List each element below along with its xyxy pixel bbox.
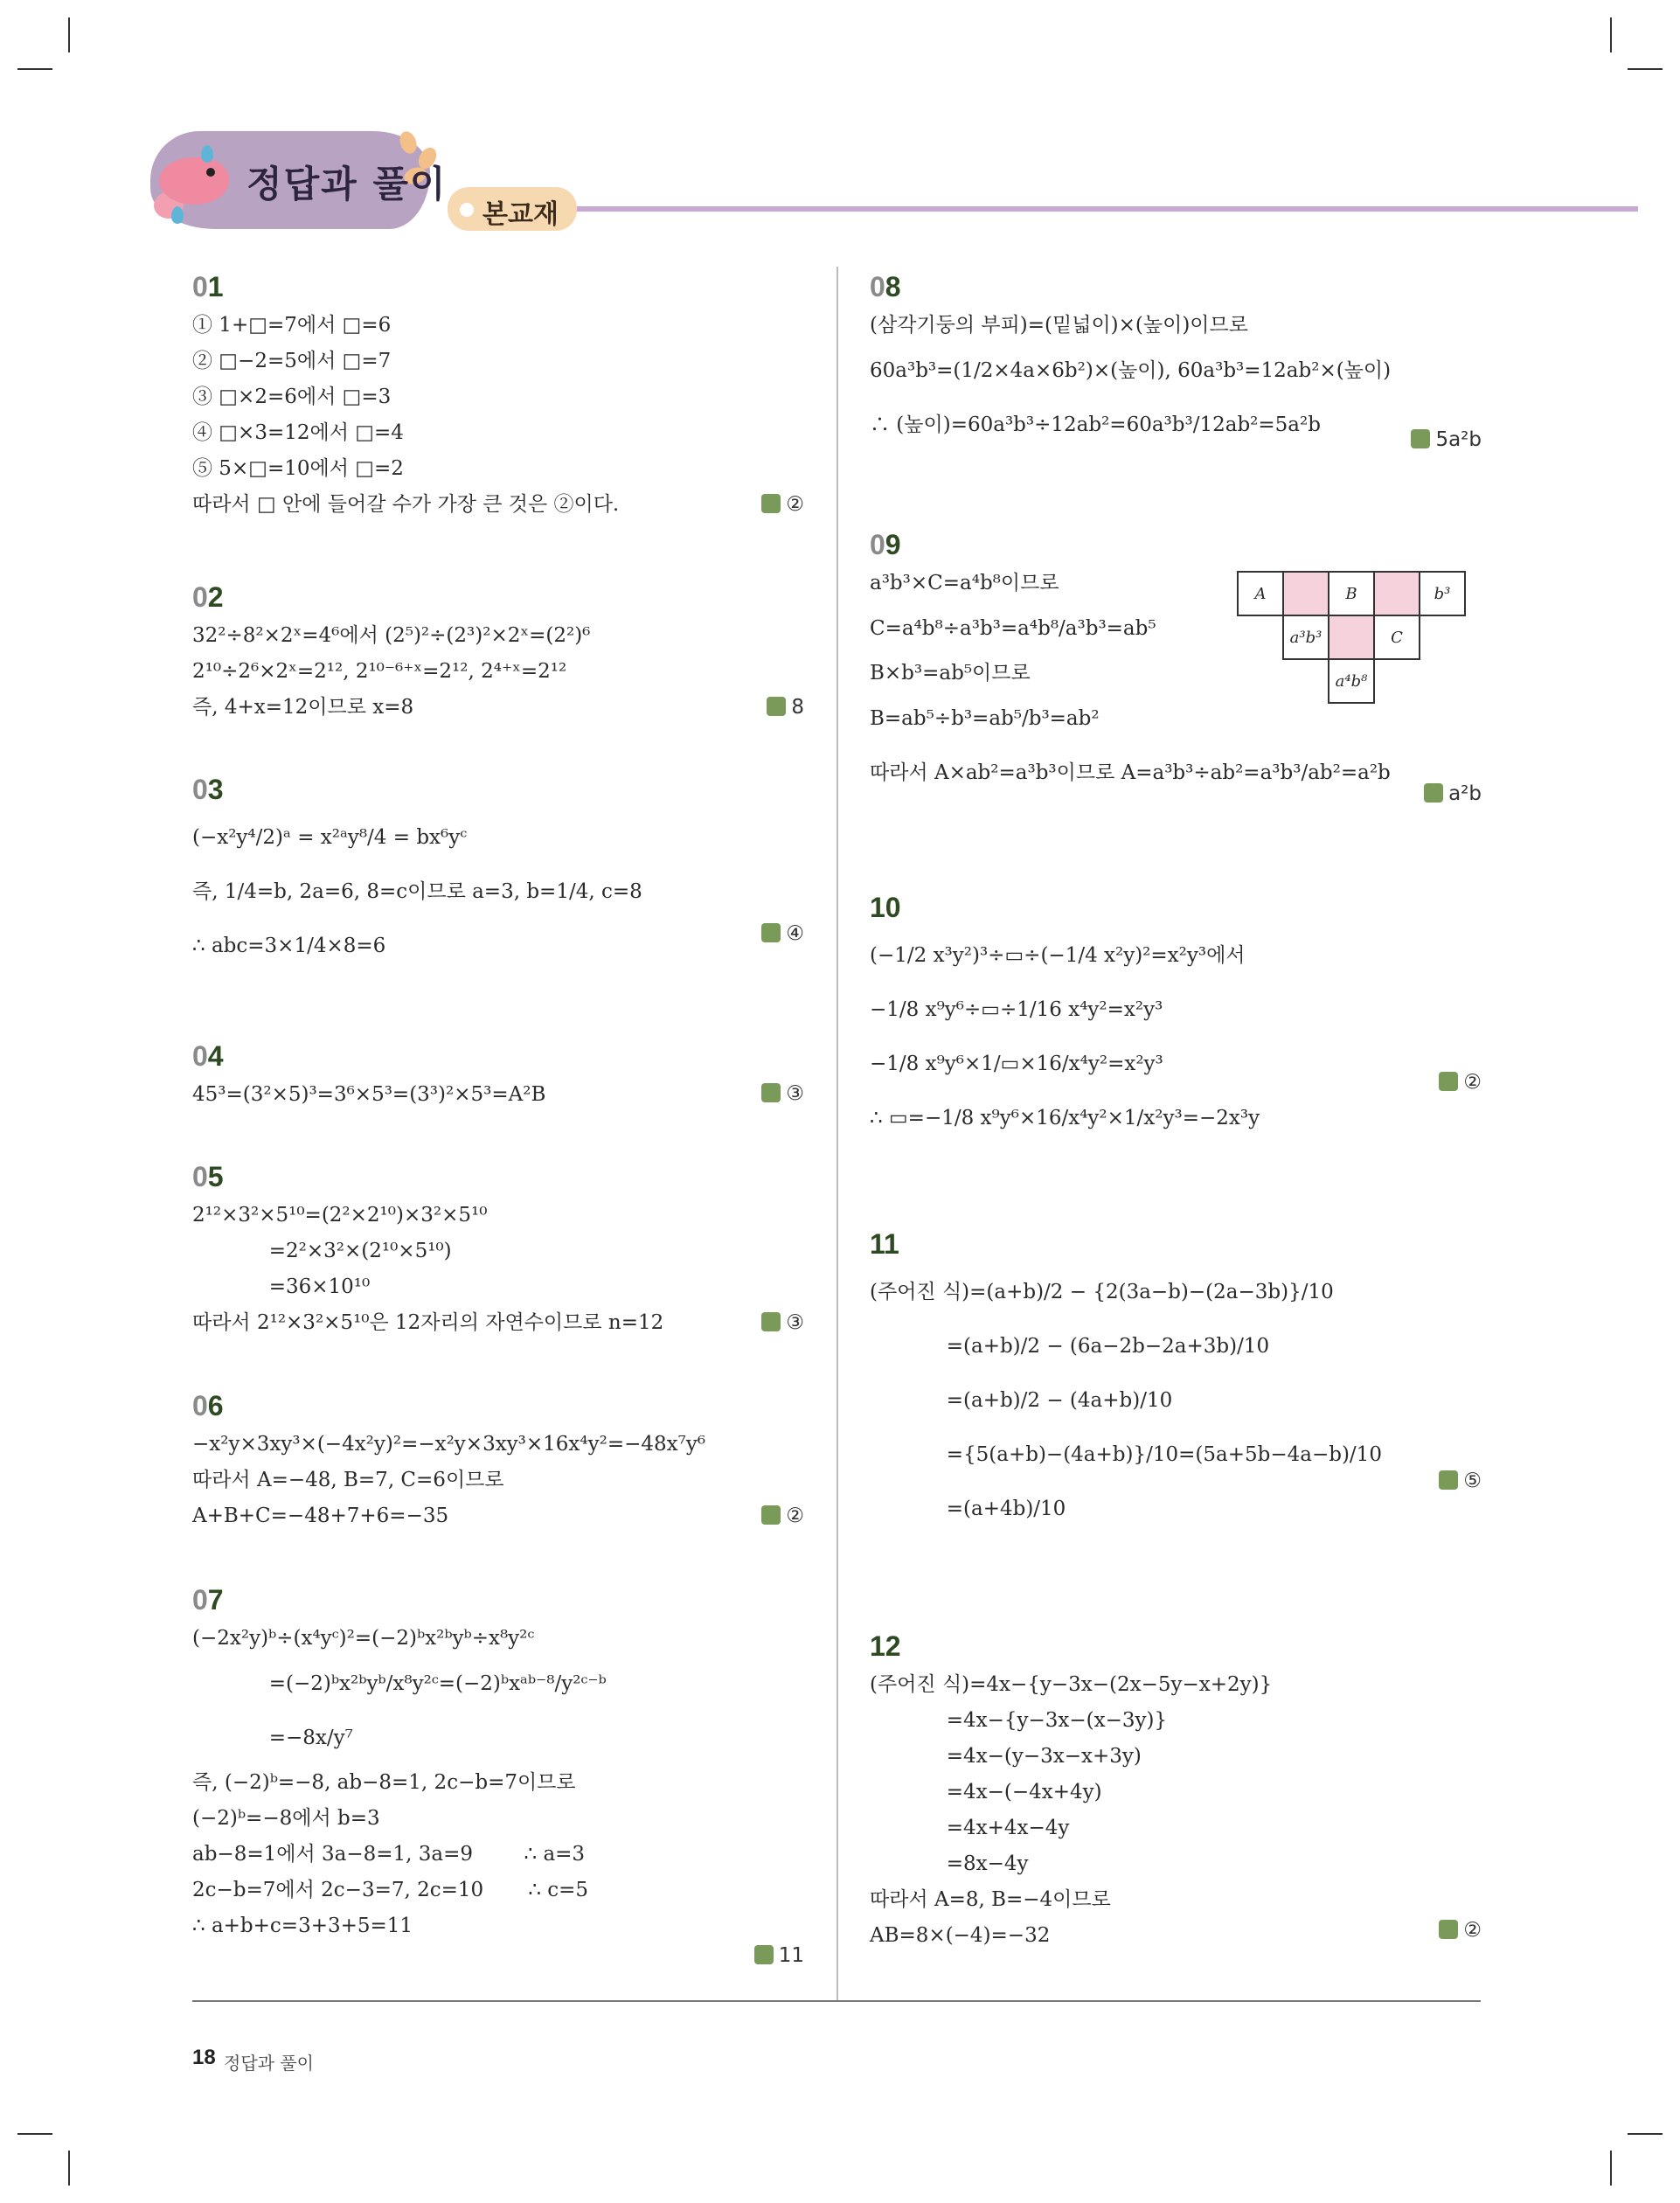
answer-badge: 11 [754, 1944, 804, 1967]
problem-number: 05 [192, 1161, 224, 1192]
solution-line: ab−8=1에서 3a−8=1, 3a=9 ∴ a=3 [192, 1843, 586, 1866]
answer-badge: ② [1439, 1919, 1482, 1942]
problem-number: 08 [870, 271, 901, 302]
tab-bullet-icon [460, 203, 474, 217]
answer-icon [1424, 783, 1443, 803]
problem-number: 09 [870, 529, 901, 560]
solution-line: =(a+b)/2 − (6a−2b−2a+3b)/10 [870, 1335, 1270, 1358]
problem-number: 11 [870, 1228, 899, 1260]
solution-line: a³b³×C=a⁴b⁸이므로 [870, 572, 1059, 594]
problem-number: 04 [192, 1040, 224, 1072]
solution-line: =4x+4x−4y [870, 1817, 1070, 1839]
crop-mark [1610, 2151, 1612, 2186]
solution-line: 따라서 A×ab²=a³b³이므로 A=a³b³÷ab²=a³b³/ab²=a²b [870, 761, 1391, 784]
answer-icon [754, 1945, 774, 1964]
crop-mark [68, 2151, 70, 2186]
solution-line: =(−2)ᵇx²ᵇyᵇ/x⁸y²ᶜ=(−2)ᵇxᵃᵇ⁻⁸/y²ᶜ⁻ᵇ [192, 1672, 607, 1695]
problem-number: 06 [192, 1390, 224, 1421]
solution-line: 즉, (−2)ᵇ=−8, ab−8=1, 2c−b=7이므로 [192, 1771, 576, 1794]
solution-line: (−x²y⁴/2)ᵃ = x²ᵃy⁸/4 = bx⁶yᶜ [192, 826, 468, 849]
answer-badge: ⑤ [1439, 1470, 1482, 1492]
problem-10 [870, 892, 1482, 1145]
answer-badge: ② [761, 493, 804, 516]
header-rule [559, 206, 1638, 212]
crop-mark [1628, 2133, 1663, 2135]
solution-line: B=ab⁵÷b³=ab⁵/b³=ab² [870, 707, 1100, 730]
grid-cell: b³ [1419, 571, 1466, 616]
grid-cell: C [1373, 615, 1420, 660]
problem-07 [192, 1584, 804, 1967]
problem-09 [870, 529, 1482, 805]
solution-line: 2¹²×3²×5¹⁰=(2²×2¹⁰)×3²×5¹⁰ [192, 1204, 488, 1227]
problem-number: 03 [192, 774, 224, 805]
answer-icon [767, 697, 786, 716]
problem-02 [192, 581, 804, 726]
solution-line: ② □−2=5에서 □=7 [192, 350, 392, 372]
water-drop-icon [171, 206, 184, 224]
solution-line: =−8x/y⁷ [192, 1727, 353, 1749]
grid-cell: a³b³ [1282, 615, 1329, 660]
solution-line: =4x−(y−3x−x+3y) [870, 1745, 1142, 1768]
solution-line: C=a⁴b⁸÷a³b³=a⁴b⁸/a³b³=ab⁵ [870, 617, 1156, 640]
answer-icon [1439, 1470, 1458, 1490]
solution-line: ① 1+□=7에서 □=6 [192, 314, 392, 337]
solution-line: 따라서 □ 안에 들어갈 수가 가장 큰 것은 ②이다. [192, 493, 620, 516]
problem-06 [192, 1390, 804, 1534]
page-title: 정답과 풀이 [246, 163, 448, 205]
answer-icon [761, 923, 781, 942]
water-drop-icon [201, 145, 213, 163]
answer-badge: ② [761, 1505, 804, 1527]
solution-line: =2²×3²×(2¹⁰×5¹⁰) [192, 1240, 452, 1262]
solution-line: 45³=(3²×5)³=3⁶×5³=(3³)²×5³=A²B [192, 1083, 546, 1106]
solution-line: ④ □×3=12에서 □=4 [192, 421, 404, 444]
problem-01 [192, 271, 804, 523]
page-number: 18 [192, 2046, 216, 2069]
grid-cell [1328, 615, 1375, 660]
problem-number: 10 [870, 892, 901, 923]
solution-line: AB=8×(−4)=−32 [870, 1924, 1051, 1947]
solution-line: ⑤ 5×□=10에서 □=2 [192, 457, 404, 480]
solution-line: ∴ ▭=−1/8 x⁹y⁶×16/x⁴y²×1/x²y³=−2x³y [870, 1107, 1260, 1129]
answer-badge: ③ [761, 1311, 804, 1334]
solution-line: ③ □×2=6에서 □=3 [192, 386, 392, 408]
fish-mascot-eye [206, 168, 215, 177]
solution-line: =8x−4y [870, 1852, 1029, 1875]
answer-icon [1439, 1920, 1458, 1939]
solution-line: 즉, 1/4=b, 2a=6, 8=c이므로 a=3, b=1/4, c=8 [192, 880, 642, 903]
grid-cell: B [1328, 571, 1375, 616]
solution-line: 따라서 2¹²×3²×5¹⁰은 12자리의 자연수이므로 n=12 [192, 1311, 664, 1334]
problem-05 [192, 1161, 804, 1341]
footer-label: 정답과 풀이 [224, 2053, 314, 2074]
solution-line: (주어진 식)=(a+b)/2 − {2(3a−b)−(2a−3b)}/10 [870, 1281, 1334, 1303]
grid-cell: A [1237, 571, 1284, 616]
solution-line: ∴ abc=3×1/4×8=6 [192, 935, 386, 957]
problem-number: 02 [192, 581, 224, 613]
answer-badge: ③ [761, 1082, 804, 1105]
answer-icon [761, 494, 781, 513]
answer-badge: 8 [767, 696, 804, 719]
solution-line: =(a+4b)/10 [870, 1498, 1066, 1520]
problem-11 [870, 1228, 1482, 1536]
solution-line: 따라서 A=−48, B=7, C=6이므로 [192, 1469, 504, 1491]
solution-line: 즉, 4+x=12이므로 x=8 [192, 696, 414, 719]
solution-line: (주어진 식)=4x−{y−3x−(2x−5y−x+2y)} [870, 1673, 1273, 1696]
crop-mark [1628, 68, 1663, 70]
section-tab-label: 본교재 [482, 199, 559, 230]
problem-number: 12 [870, 1630, 901, 1662]
solution-line: 2¹⁰÷2⁶×2ˣ=2¹², 2¹⁰⁻⁶⁺ˣ=2¹², 2⁴⁺ˣ=2¹² [192, 660, 567, 683]
problem-number: 01 [192, 271, 224, 302]
answer-badge: 5a²b [1411, 428, 1482, 451]
problem-number: 07 [192, 1584, 224, 1616]
crop-mark [17, 2133, 52, 2135]
problem-03 [192, 774, 804, 973]
solution-line: 2c−b=7에서 2c−3=7, 2c=10 ∴ c=5 [192, 1879, 589, 1901]
grid-cell [1282, 571, 1329, 616]
problem-12 [870, 1630, 1482, 1954]
solution-line: −1/8 x⁹y⁶×1/▭×16/x⁴y²=x²y³ [870, 1053, 1163, 1075]
fish-mascot-icon [159, 157, 229, 205]
solution-line: (−2x²y)ᵇ÷(x⁴yᶜ)²=(−2)ᵇx²ᵇyᵇ÷x⁸y²ᶜ [192, 1627, 535, 1650]
solution-line: 32²÷8²×2ˣ=4⁶에서 (2⁵)²÷(2³)²×2ˣ=(2²)⁶ [192, 624, 591, 647]
answer-badge: a²b [1424, 782, 1482, 805]
solution-line: B×b³=ab⁵이므로 [870, 662, 1031, 685]
answer-badge: ② [1439, 1071, 1482, 1094]
answer-badge: ④ [761, 922, 804, 945]
grid-cell [1373, 571, 1420, 616]
solution-line: A+B+C=−48+7+6=−35 [192, 1505, 449, 1527]
solution-line: 60a³b³=(1/2×4a×6b²)×(높이), 60a³b³=12ab²×(높이) [870, 359, 1392, 382]
solution-line: =4x−{y−3x−(x−3y)} [870, 1709, 1168, 1732]
problem-04 [192, 1040, 804, 1113]
answer-icon [761, 1505, 781, 1525]
answer-icon [1411, 429, 1430, 448]
crop-mark [1610, 17, 1612, 52]
solution-line: =4x−(−4x+4y) [870, 1781, 1102, 1803]
solution-line: ∴ a+b+c=3+3+5=11 [192, 1915, 413, 1937]
solution-line: −1/8 x⁹y⁶÷▭÷1/16 x⁴y²=x²y³ [870, 998, 1163, 1021]
solution-line: (−2)ᵇ=−8에서 b=3 [192, 1807, 380, 1830]
answer-icon [1439, 1072, 1458, 1091]
solution-line: =36×10¹⁰ [192, 1275, 371, 1298]
column-divider [837, 267, 838, 2002]
solution-line: ={5(a+b)−(4a+b)}/10=(5a+5b−4a−b)/10 [870, 1443, 1382, 1466]
problem-08 [870, 271, 1482, 452]
crop-mark [17, 68, 52, 70]
solution-line: (−1/2 x³y²)³÷▭÷(−1/4 x²y)²=x²y³에서 [870, 944, 1246, 967]
solution-line: ∴ (높이)=60a³b³÷12ab²=60a³b³/12ab²=5a²b [870, 413, 1321, 436]
solution-line: =(a+b)/2 − (4a+b)/10 [870, 1389, 1173, 1412]
solution-line: (삼각기둥의 부피)=(밑넓이)×(높이)이므로 [870, 314, 1248, 337]
grid-cell: a⁴b⁸ [1328, 658, 1375, 704]
answer-icon [761, 1083, 781, 1102]
answer-icon [761, 1312, 781, 1331]
crop-mark [68, 17, 70, 52]
solution-line: 따라서 A=8, B=−4이므로 [870, 1888, 1111, 1911]
solution-line: −x²y×3xy³×(−4x²y)²=−x²y×3xy³×16x⁴y²=−48x⁷y⁶ [192, 1433, 706, 1456]
bottom-rule [192, 2000, 1481, 2002]
